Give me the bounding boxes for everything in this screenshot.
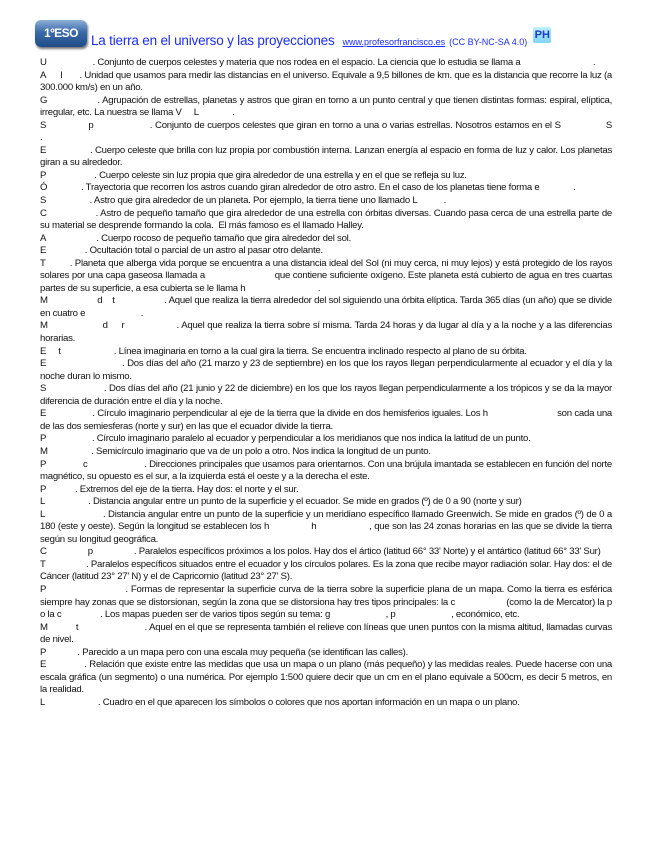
glossary-entry: E t . Línea imaginaria en torno a la cual gira la tierra. Se encuentra inclinado respecto al plano de su órbita. xyxy=(40,345,527,357)
glossary-entry: G . Agrupación de estrellas, planetas y astros que giran en torno a un punto central y que tienen distintas formas: espiral, elíptica, irregular, etc. La nuestra se llama V L . xyxy=(40,94,615,119)
license-text: (CC BY-NC-SA 4.0) xyxy=(449,37,528,47)
glossary-entry: A l . Unidad que usamos para medir las distancias en el universo. Equivale a 9,5 billones de km. que es la distancia que recorre la luz (a 300.000 km/s) en un año. xyxy=(40,69,615,94)
glossary-entry: C . Astro de pequeño tamaño que gira alrededor de una estrella con órbitas diversas. Cuando pasa cerca de una estrella parte de su material se desprende formando la cola. El más famoso es el llamado Halley. xyxy=(40,207,615,232)
glossary-entry: P . Extremos del eje de la tierra. Hay dos: el norte y el sur. xyxy=(40,483,299,495)
glossary-entry: L . Cuadro en el que aparecen los símbolos o colores que nos aportan información en un mapa o un plano. xyxy=(40,696,520,708)
glossary-entry: E . Ocultación total o parcial de un astro al pasar otro delante. xyxy=(40,245,323,257)
glossary-entry: S . Dos días del año (21 junio y 22 de diciembre) en los que los rayos llegan perpendicularmente a los trópicos y se da la mayor diferencia de duración entre el día y la noche. xyxy=(40,383,615,407)
document-header xyxy=(35,17,635,49)
glossary-entry: Ó . Trayectoria que recorren los astros cuando giran alrededor de otro astro. En el caso de los planetas tiene forma e . xyxy=(40,182,576,194)
glossary-entry: P c . Direcciones principales que usamos para orientarnos. Con una brújula imantada se establecen en función del norte magnético, su opuesto es el sur, a la izquierda está el oeste y a la derecha el este. xyxy=(40,458,615,483)
glossary-content xyxy=(40,57,651,709)
glossary-entry: P . Formas de representar la superficie curva de la tierra sobre la superficie plana de un mapa. Como la tierra es esférica siempre hay zonas que se distorsionan, según la zona que se distorsiona hay tres tipos principales: la c (como la de Mercator) la p o la c . Los mapas pueden ser de varios tipos según su tema: g , p , económico, etc. xyxy=(40,583,651,621)
glossary-entry: M t . Aquel en el que se representa también el relieve con líneas que unen puntos con la misma altitud, llamadas curvas de nivel. xyxy=(40,621,615,646)
website-link[interactable]: www.profesorfrancisco.es xyxy=(342,37,446,47)
glossary-entry: M . Semicírculo imaginario que va de un polo a otro. Nos indica la longitud de un punto. xyxy=(40,445,431,457)
glossary-entry: T . Planeta que alberga vida porque se encuentra a una distancia ideal del Sol (ni muy cerca, ni muy lejos) y está protegido de los rayos solares por una capa gaseosa llamada a que contiene suficiente oxígeno. Este planeta está cubierto de agua en tres cuartas partes de su superficie, a esa cubierta se le llama h . xyxy=(40,257,615,294)
glossary-entry: E . Círculo imaginario perpendicular al eje de la tierra que la divide en dos hemisferios iguales. Los h son cada una de las dos semiesferas (norte y sur) en las que el ecuador divide la tierra. xyxy=(40,408,615,432)
document-title: La tierra en el universo y las proyecciones xyxy=(91,33,335,48)
glossary-entry: M d r . Aquel que realiza la tierra sobre sí misma. Tarda 24 horas y da lugar al día y a la noche y a las diferencias horarias. xyxy=(40,320,615,345)
course-badge-logo: 1ºESO xyxy=(35,20,87,47)
glossary-entry: C p . Paralelos específicos próximos a los polos. Hay dos el ártico (latitud 66° 33' Norte) y el antártico (latitud 66° 33' Sur) xyxy=(40,546,601,558)
glossary-entry: A . Cuerpo rocoso de pequeño tamaño que gira alrededor del sol. xyxy=(40,232,351,244)
glossary-entry: E . Dos días del año (21 marzo y 23 de septiembre) en los que los rayos llegan perpendicularmente al ecuador y el día y la noche duran lo mismo. xyxy=(40,358,615,382)
glossary-entry: T . Paralelos específicos situados entre el ecuador y los círculos polares. Es la zona que recibe mayor radiación solar. Hay dos: el de Cáncer (latitud 23° 27' N) y el de Capricornio (latitud 23° 27' S). xyxy=(40,558,615,583)
glossary-entry: U . Conjunto de cuerpos celestes y materia que nos rodea en el espacio. La ciencia que lo estudia se llama a . xyxy=(40,57,596,68)
glossary-entry: S p . Conjunto de cuerpos celestes que giran en torno a una o varias estrellas. Nosotros estamos en el S S . xyxy=(40,119,646,144)
glossary-entry: E . Cuerpo celeste que brilla con luz propia por combustión interna. Lanzan energía al espacio en forma de luz y calor. Los planetas giran a su alrededor. xyxy=(40,144,615,169)
glossary-entry: L . Distancia angular entre un punto de la superficie y el ecuador. Se mide en grados (º) de 0 a 90 (norte y sur) xyxy=(40,496,522,508)
glossary-entry: M d t . Aquel que realiza la tierra alrededor del sol siguiendo una órbita elíptica. Tarda 365 días (un año) que se divide en cuatro e . xyxy=(40,295,615,319)
glossary-entry: P . Círculo imaginario paralelo al ecuador y perpendicular a los meridianos que nos indica la latitud de un punto. xyxy=(40,433,531,445)
glossary-entry: P . Cuerpo celeste sin luz propia que gira alrededor de una estrella y en el que se refleja su luz. xyxy=(40,169,467,181)
glossary-entry: E . Relación que existe entre las medidas que usa un mapa o un plano (más pequeño) y las medidas reales. Puede hacerse con una escala gráfica (un segmento) o una numérica. Por ejemplo 1:500 quiere decir que un cm en el plano equivale a 500cm, es decir 5 metros, en la realidad. xyxy=(40,659,615,696)
glossary-entry: S . Astro que gira alrededor de un planeta. Por ejemplo, la tierra tiene uno llamado L . xyxy=(40,195,447,207)
glossary-entry: L . Distancia angular entre un punto de la superficie y un meridiano específico llamado Greenwich. Se mide en grados (º) de 0 a 180 (este y oeste). Según la longitud se establecen los h h , que son las 24 zonas horarias en las que se divide la tierra según su longitud geográfica. xyxy=(40,508,615,545)
ph-logo-icon: PH xyxy=(534,29,550,41)
glossary-entry: P . Parecido a un mapa pero con una escala muy pequeña (se identifican las calles). xyxy=(40,646,409,658)
